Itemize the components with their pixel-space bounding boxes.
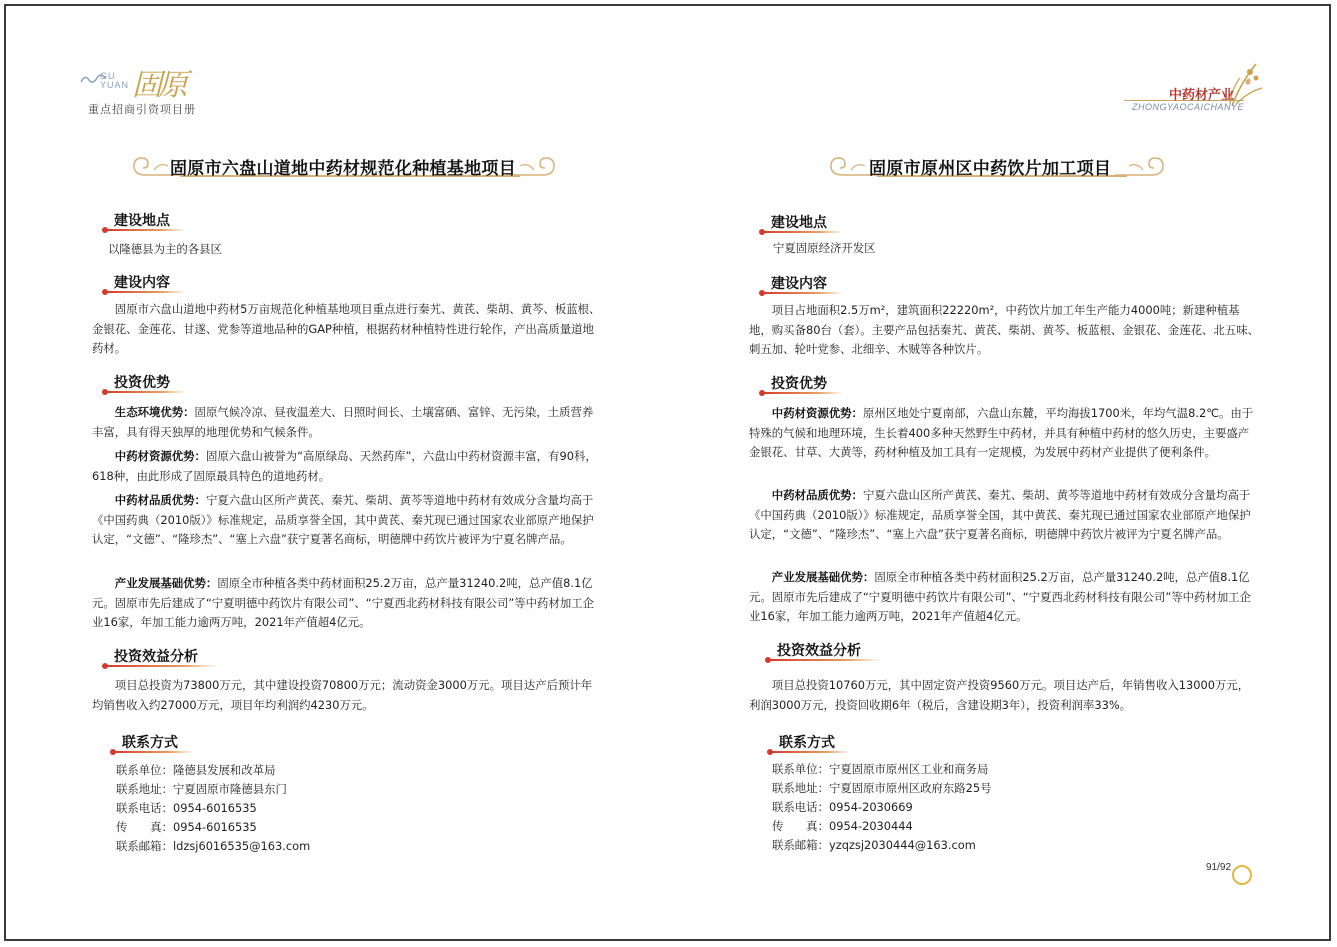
left-benefit-text: 项目总投资为73800万元，其中建设投资70800万元；流动资金3000万元。项目达产后预计年均销售收入约27000万元，项目年均利润约4230万元。: [92, 678, 593, 712]
right-page: [669, 6, 1332, 939]
industry-label: 中药材产业: [1168, 88, 1234, 103]
right-location-text: 宁夏固原经济开发区: [773, 241, 876, 255]
contact-value: 隆德县发展和改革局: [172, 763, 276, 777]
heading-text: 投资优势: [114, 375, 170, 391]
contact-row: [116, 780, 310, 799]
contact-row: [116, 818, 310, 837]
advantage-label: 产业发展基础优势：: [771, 570, 875, 584]
advantage-label: 中药材资源优势：: [771, 406, 863, 420]
contact-row: [116, 799, 310, 818]
contact-value: 0954-2030669: [828, 800, 913, 814]
heading-dot: [102, 663, 108, 669]
contact-value: 0954-6016535: [172, 801, 257, 815]
heading-text: 投资效益分析: [114, 649, 198, 665]
left-advantage-item: [92, 491, 602, 550]
contact-row: [772, 836, 992, 855]
contact-label: 联系邮箱：: [772, 838, 829, 852]
advantage-label: 中药材资源优势：: [114, 449, 206, 463]
page-number: 91/92: [1206, 862, 1232, 873]
heading-text: 建设地点: [114, 213, 170, 229]
industry-pinyin: ZHONGYAOCAICHANYE: [1131, 102, 1244, 112]
contact-label: 联系地址：: [116, 782, 173, 796]
heading-dot: [767, 749, 773, 755]
contact-label: 传 真：: [772, 819, 829, 833]
contact-row: [772, 760, 992, 779]
advantage-label: 中药材品质优势：: [114, 493, 206, 507]
contact-value: 0954-2030444: [828, 819, 913, 833]
advantage-label: 生态环境优势：: [114, 405, 195, 419]
right-advantage-item: [749, 568, 1259, 627]
heading-dot: [102, 289, 108, 295]
heading-dot: [759, 229, 765, 235]
contact-label: 联系电话：: [772, 800, 829, 814]
document-spread: [4, 4, 1331, 941]
logo-pinyin-yuan: YUAN: [100, 80, 130, 90]
contact-label: 联系电话：: [116, 801, 173, 815]
heading-dot: [765, 657, 771, 663]
left-content-text: 固原市六盘山道地中药材5万亩规范化种植基地项目重点进行秦艽、黄芪、柴胡、黄芩、板蓝根、金银花、金莲花、甘遂、党参等道地品种的GAP种植，根据药材种植特性进行轮作，产出高质量道地药材。: [92, 302, 601, 355]
logo-pinyin-gu: GU: [100, 71, 116, 81]
heading-dot: [102, 389, 108, 395]
advantage-text: 宁夏六盘山区所产黄芪、秦艽、柴胡、黄芩等道地中药材有效成分含量均高于《中国药典（2010版）》标准规定，品质享誉全国，其中黄芪、秦艽现已通过国家农业部原产地保护认定，“文德”、“隆珍杰”、“塞上六盘”获宁夏著名商标，明德牌中药饮片被评为宁夏名牌产品。: [92, 493, 594, 546]
heading-text: 建设内容: [771, 276, 827, 292]
contact-value: 宁夏固原市原州区工业和商务局: [828, 762, 989, 776]
contact-label: 传 真：: [116, 820, 173, 834]
contact-label: 联系单位：: [116, 763, 173, 777]
advantage-text: 固原全市种植各类中药材面积25.2万亩，总产量31240.2吨，总产值8.1亿元。固原市先后建成了“宁夏明德中药饮片有限公司”、“宁夏西北药材科技有限公司”等中药材加工企业16家，年加工能力逾两万吨，2021年产值超4亿元。: [92, 576, 595, 629]
heading-text: 建设内容: [114, 275, 170, 291]
contact-value: 宁夏固原市隆德县东门: [172, 782, 287, 796]
advantage-text: 原州区地处宁夏南部，六盘山东麓，平均海拔1700米，年均气温8.2℃。由于特殊的气候和地理环境，生长着400多种天然野生中药材，并具有种植中药材的悠久历史，主要盛产金银花、甘草、大黄等，药材种植及加工具有一定规模，为发展中药材产业提供了便利条件。: [749, 406, 1254, 459]
heading-dot: [110, 749, 116, 755]
advantage-text: 宁夏六盘山区所产黄芪、秦艽、柴胡、黄芩等道地中药材有效成分含量均高于《中国药典（2010版）》标准规定，品质享誉全国，其中黄芪、秦艽现已通过国家农业部原产地保护认定，“文德”、“隆珍杰”、“塞上六盘”获宁夏著名商标，明德牌中药饮片被评为宁夏名牌产品。: [749, 488, 1251, 541]
logo-calligraphy: 固原: [132, 68, 184, 103]
contact-row: [116, 837, 310, 856]
right-page-title: 固原市原州区中药饮片加工项目: [869, 159, 1112, 179]
contact-label: 联系地址：: [772, 781, 829, 795]
right-benefit-text: 项目总投资10760万元，其中固定资产投资9560万元。项目达产后，年销售收入13000万元，利润3000万元，投资回收期6年（税后，含建设期3年），投资利润率33%。: [749, 678, 1250, 712]
right-advantage-item: [749, 404, 1259, 463]
advantage-text: 固原气候冷凉、昼夜温差大、日照时间长、土壤富硒、富锌、无污染，土质营养丰富，具有得天独厚的地理优势和气候条件。: [92, 405, 594, 439]
heading-text: 联系方式: [122, 735, 178, 751]
guyuan-logo: [80, 54, 220, 114]
contact-value: yzqzsj2030444@163.com: [828, 838, 976, 852]
left-page: [6, 6, 669, 939]
heading-dot: [759, 290, 765, 296]
contact-value: ldzsj6016535@163.com: [172, 839, 311, 853]
heading-dot: [102, 227, 108, 233]
contact-row: [772, 798, 992, 817]
page-number-ring-icon: [1232, 865, 1252, 885]
right-advantage-item: [749, 486, 1259, 545]
cloud-scroll-right-icon: [1113, 146, 1173, 180]
left-advantage-item: [92, 403, 602, 442]
industry-badge: [1096, 58, 1266, 113]
contact-label: 联系单位：: [772, 762, 829, 776]
left-contact-list: [116, 761, 310, 856]
left-advantage-item: [92, 574, 602, 633]
heading-text: 建设地点: [771, 215, 827, 231]
right-content-text: 项目占地面积2.5万m²，建筑面积22220m²，中药饮片加工年生产能力4000吨；新建种植基地，购买备80台（套）。主要产品包括秦艽、黄芪、柴胡、黄芩、板蓝根、金银花、金莲花、北五味、刺五加、轮叶党参、北细辛、木贼等各种饮片。: [749, 303, 1259, 356]
contact-row: [116, 761, 310, 780]
left-page-title: 固原市六盘山道地中药材规范化种植基地项目: [170, 159, 516, 179]
heading-text: 联系方式: [779, 735, 835, 751]
left-advantage-item: [92, 447, 602, 486]
contact-row: [772, 779, 992, 798]
advantage-text: 固原全市种植各类中药材面积25.2万亩，总产量31240.2吨，总产值8.1亿元。固原市先后建成了“宁夏明德中药饮片有限公司”、“宁夏西北药材科技有限公司”等中药材加工企业16家，年加工能力逾两万吨，2021年产值超4亿元。: [749, 570, 1252, 623]
left-location-text: 以隆德县为主的各县区: [108, 242, 222, 256]
right-contact-list: [772, 760, 992, 855]
contact-label: 联系邮箱：: [116, 839, 173, 853]
contact-row: [772, 817, 992, 836]
contact-value: 宁夏固原市原州区政府东路25号: [828, 781, 992, 795]
left-title-block: [124, 146, 564, 186]
heading-text: 投资效益分析: [777, 643, 861, 659]
heading-text: 投资优势: [771, 376, 827, 392]
right-title-block: [821, 146, 1171, 186]
brochure-subtitle: 重点招商引资项目册: [88, 103, 196, 116]
contact-value: 0954-6016535: [172, 820, 257, 834]
advantage-text: 固原六盘山被誉为“高原绿岛、天然药库”，六盘山中药材资源丰富，有90科，618种，由此形成了固原最具特色的道地药材。: [92, 449, 597, 483]
advantage-label: 产业发展基础优势：: [114, 576, 218, 590]
advantage-label: 中药材品质优势：: [771, 488, 863, 502]
logo-pinyin: [100, 72, 129, 90]
heading-dot: [759, 390, 765, 396]
